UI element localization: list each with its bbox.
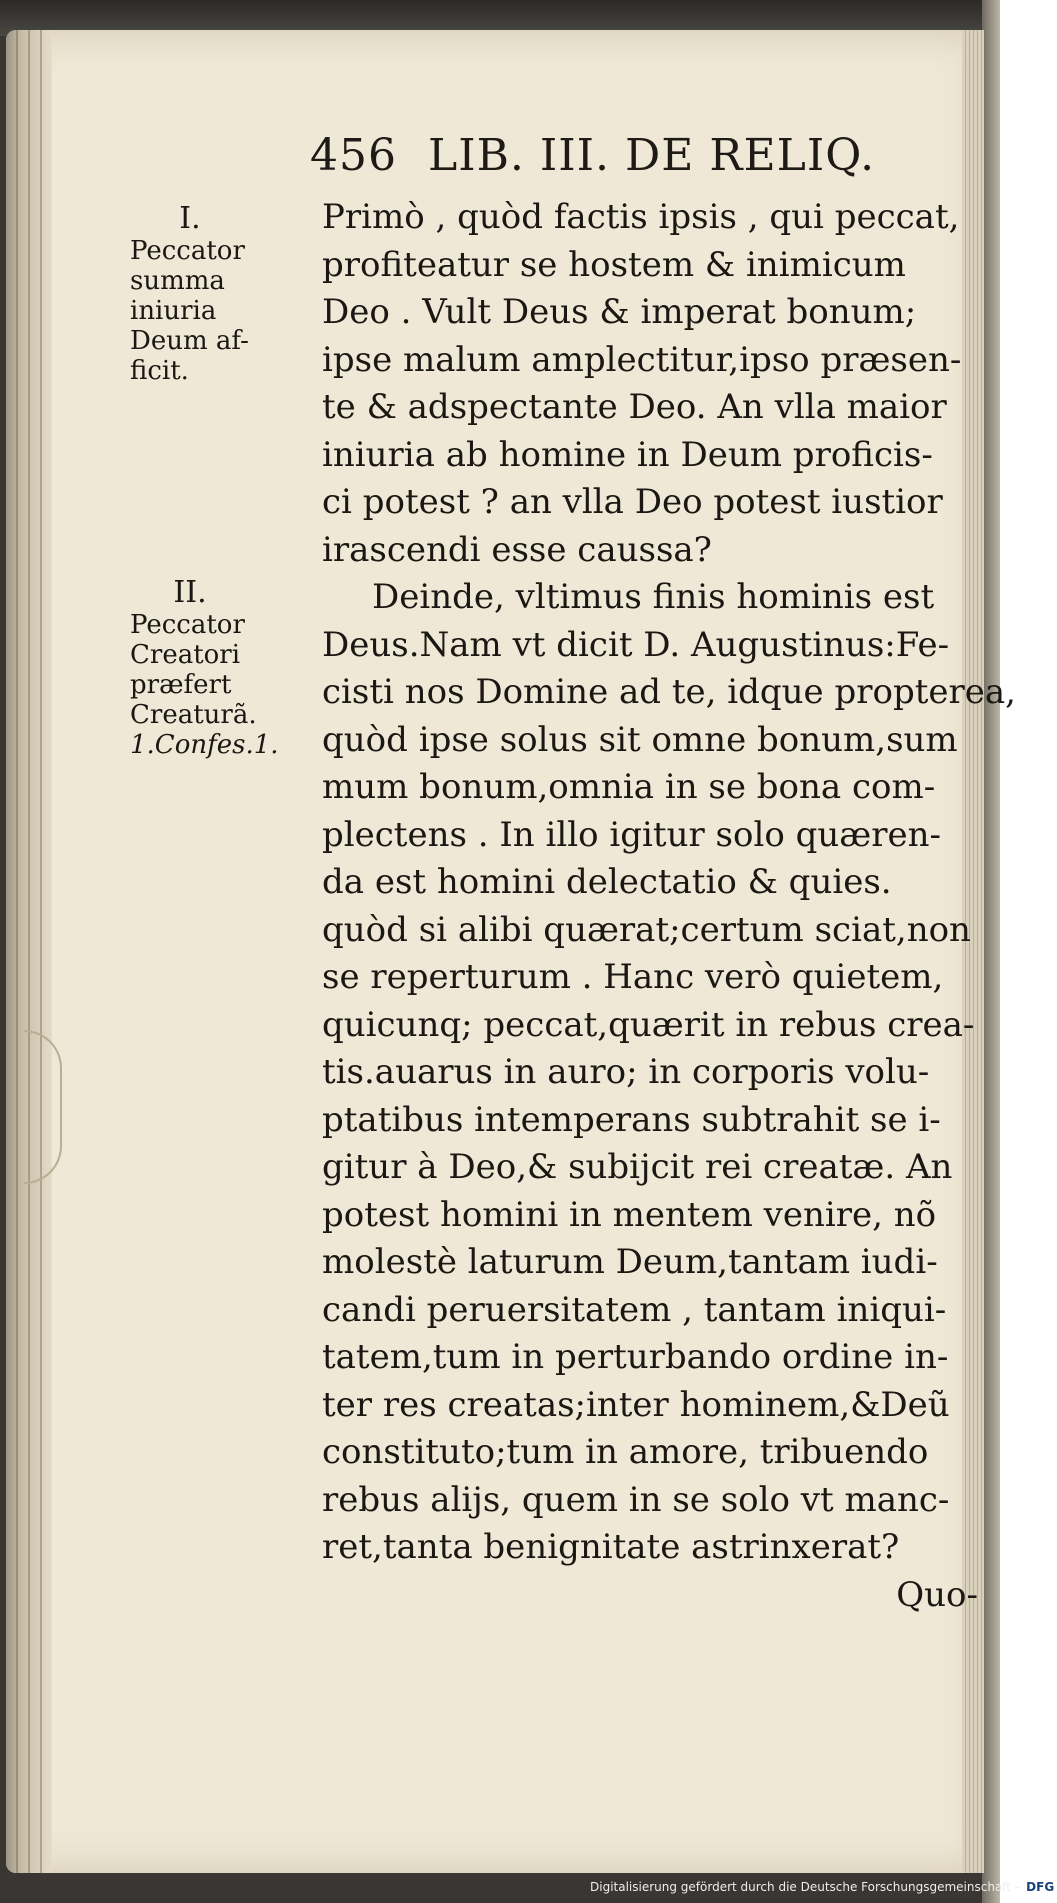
text-line: cisti nos Domine ad te, idque propterea, [322,672,1016,712]
text-line: quòd ipse solus sit omne bonum,sum [322,719,958,760]
text-line: ter res creatas;inter hominem,&Deũ [322,1384,950,1425]
text-line: tis.auarus in auro; in corporis volu- [322,1052,930,1092]
margin-note-line: præfert [130,670,232,700]
page-number: 456 [310,130,397,181]
text-line: ipse malum amplectitur,ipso præsen- [322,339,962,380]
gutter-line [16,30,18,1873]
margin-note-1 [130,201,320,386]
margin-note-line: iniuria [130,296,217,326]
text-line: se reperturum . Hanc verò quietem, [322,957,944,997]
text-line: rebus alijs, quem in se solo vt manc- [322,1479,950,1520]
text-line: mum bonum,omnia in se bona com- [322,767,936,807]
margin-note-line: Deum af- [130,326,249,356]
text-line: Deinde, vltimus finis hominis est [372,577,935,617]
binding-clasp-shadow [24,1030,62,1184]
text-line: potest homini in mentem venire, nõ [322,1194,937,1235]
text-line: candi peruersitatem , tantam iniqui- [322,1289,947,1330]
digitization-footer [590,1880,1055,1900]
text-line: quicunq; peccat,quærit in rebus crea- [322,1004,975,1045]
gutter-line [40,30,42,1873]
text-line: ret,tanta benignitate astrinxerat? [322,1527,900,1567]
footer-credit: Digitalisierung gefördert durch die Deutsche Forschungsgemeinschaft - [590,1880,1020,1894]
margin-note-2 [130,575,320,760]
margin-note-line: Creaturã. [130,700,257,730]
text-line: profiteatur se hostem & inimicum [322,244,906,285]
dfg-logo: DFG [1023,1880,1057,1894]
text-line: da est homini delectatio & quies. [322,862,892,902]
text-line: Deo . Vult Deus & imperat bonum; [322,292,917,332]
text-line: gitur à Deo,& subijcit rei creatæ. An [322,1147,953,1187]
margin-note-line: summa [130,266,225,296]
text-line: tatem,tum in perturbando ordine in- [322,1337,949,1377]
margin-note-line: 1.Confes.1. [130,730,279,760]
body-text [322,194,1016,1619]
catchword: Quo- [896,1574,978,1615]
text-line: iniuria ab homine in Deum proficis- [322,434,933,475]
gutter-line [28,30,30,1873]
text-line: ptatibus intemperans subtrahit se i- [322,1099,941,1140]
margin-note-line: Peccator [130,236,245,266]
text-line: irascendi esse caussa? [322,529,712,570]
margin-note-number: I. [179,201,201,236]
text-line: constituto;tum in amore, tribuendo [322,1432,929,1472]
text-line: ci potest ? an vlla Deo potest iustior [322,482,943,522]
running-title: LIB. III. DE RELIQ. [428,130,876,181]
margin-note-line: Creatori [130,640,241,670]
text-line: te & adspectante Deo. An vlla maior [322,387,947,427]
text-line: molestè laturum Deum,tantam iudi- [322,1242,938,1282]
text-line: plectens . In illo igitur solo quæren- [322,814,941,855]
text-line: Primò , quòd factis ipsis , qui peccat, [322,197,960,237]
margin-note-line: Peccator [130,610,245,640]
page-gutter [6,30,52,1873]
margin-note-line: ficit. [130,356,189,386]
text-line: Deus.Nam vt dicit D. Augustinus:Fe- [322,624,950,665]
text-line: quòd si alibi quærat;certum sciat,non [322,909,971,950]
margin-note-number: II. [173,575,207,610]
running-header [310,130,950,186]
